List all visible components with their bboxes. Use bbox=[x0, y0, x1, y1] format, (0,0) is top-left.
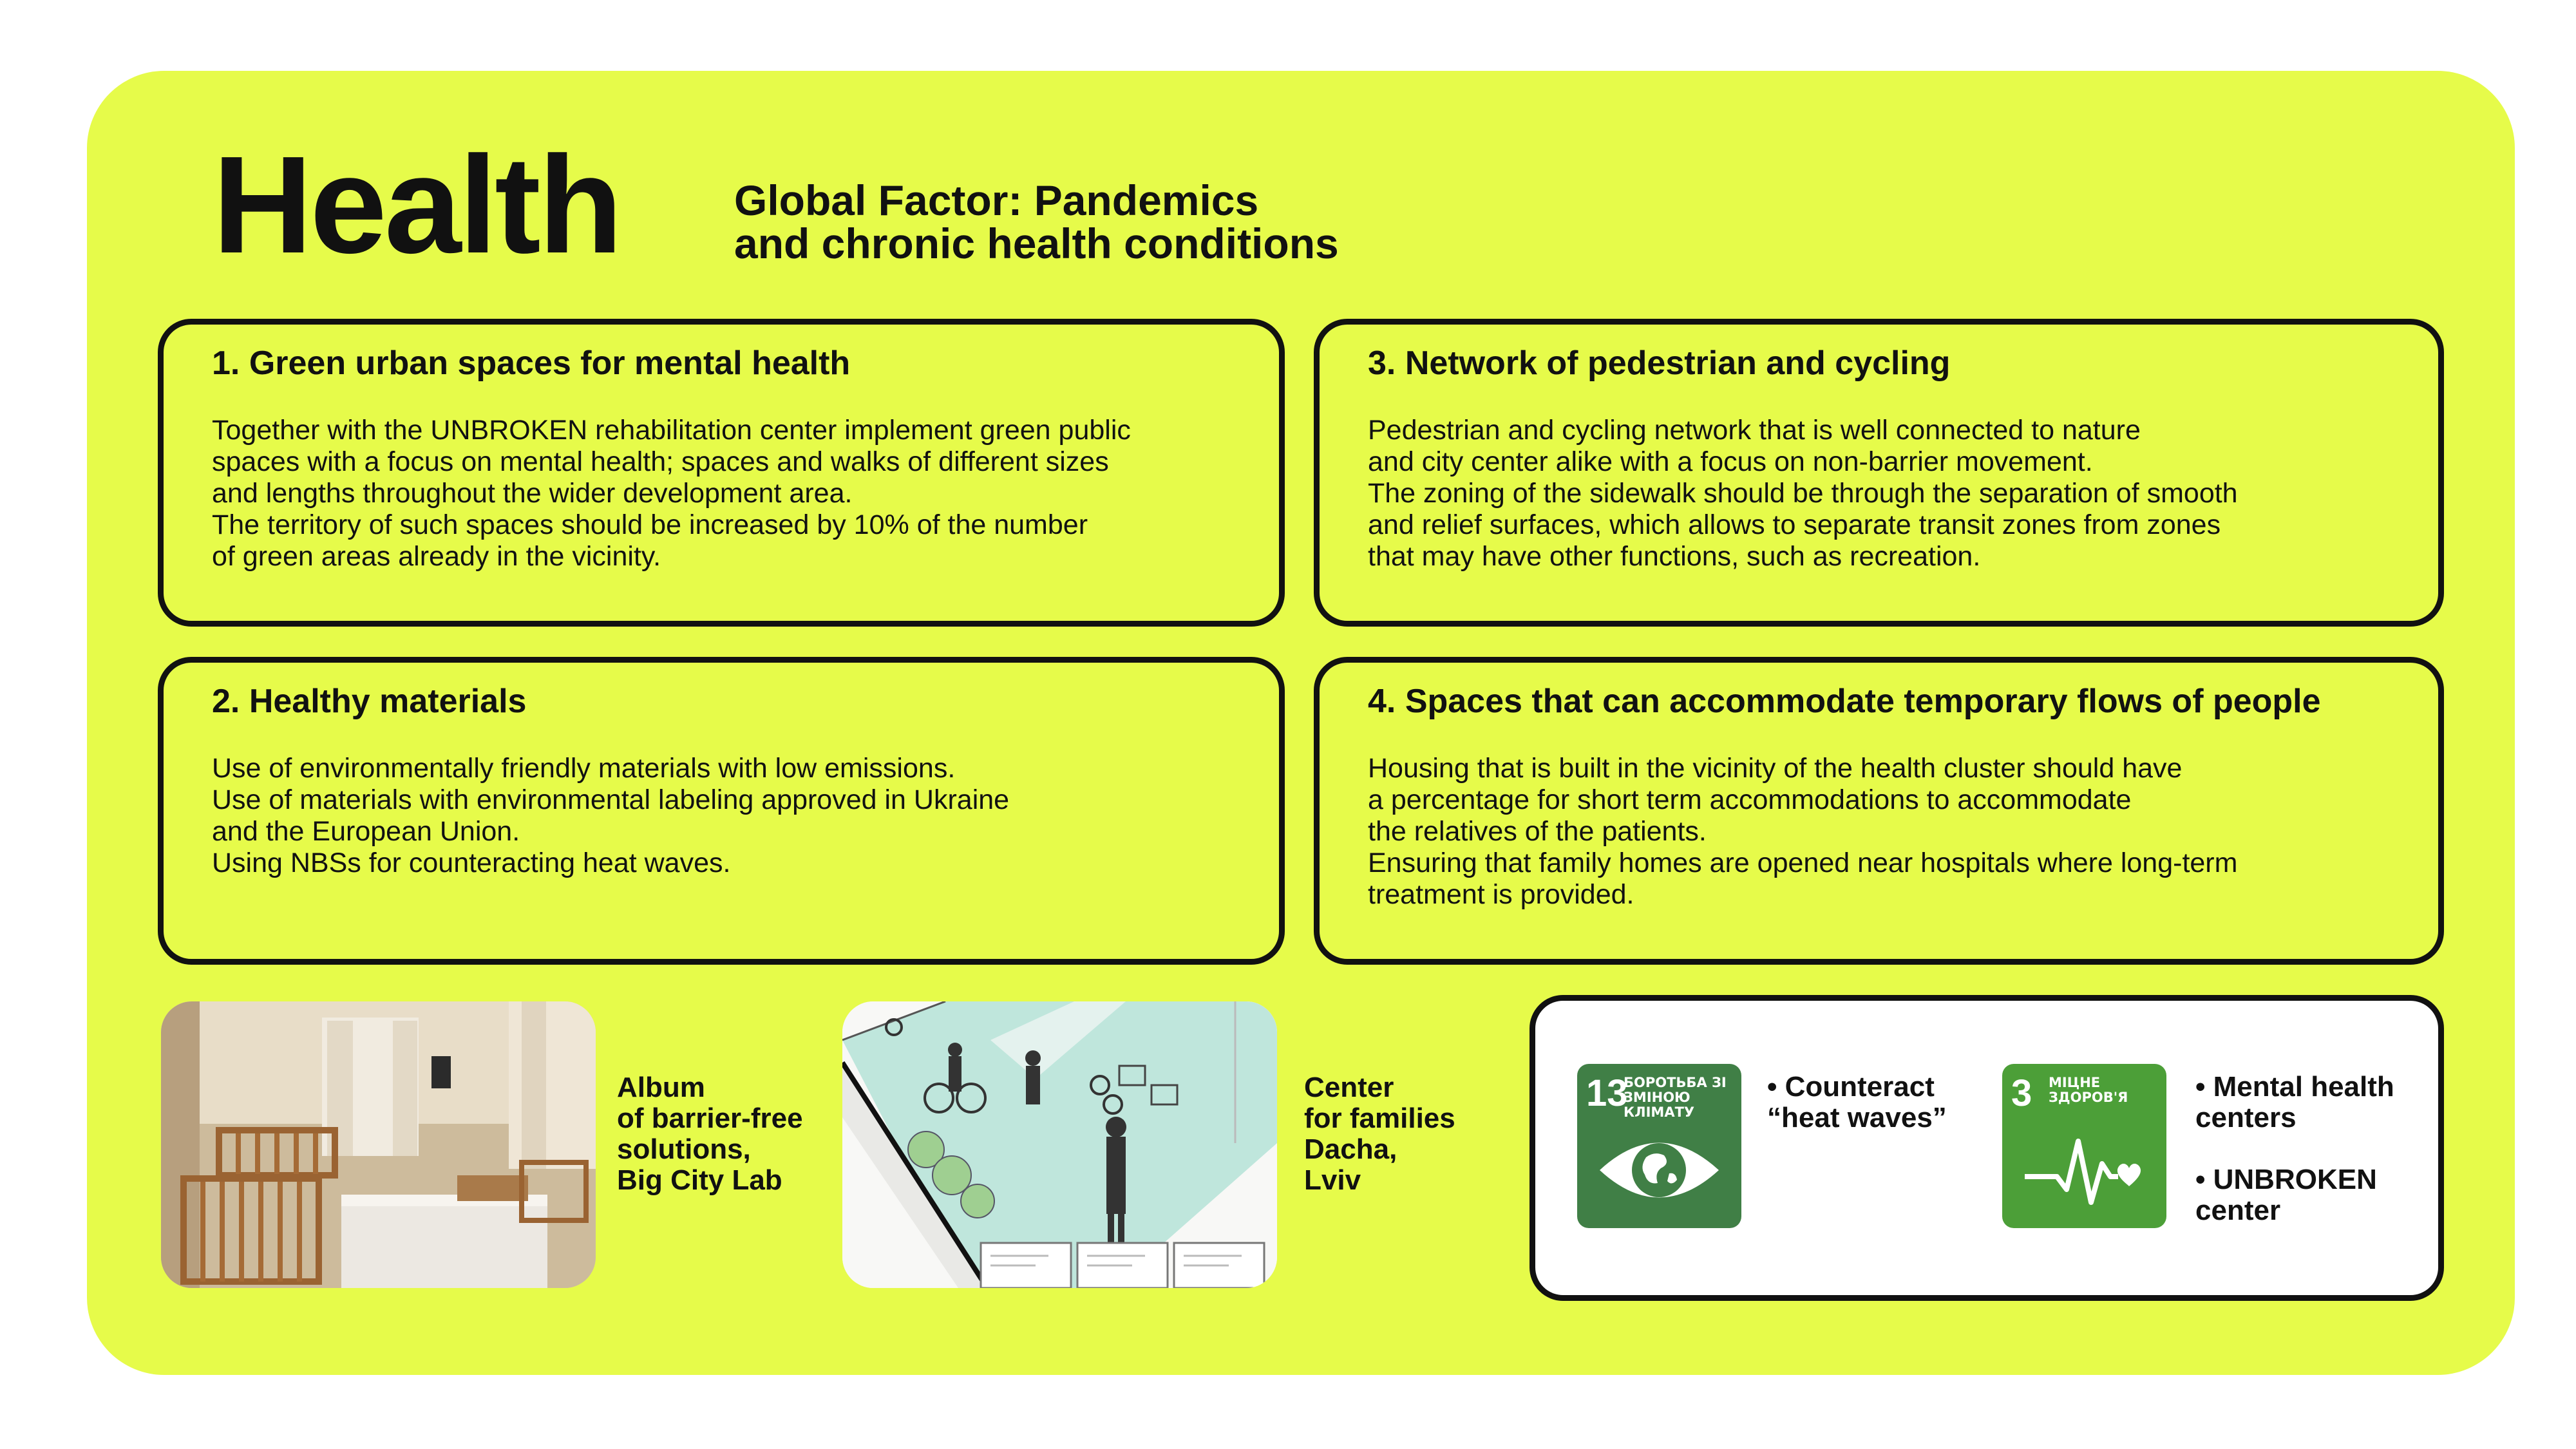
sdg-3-good-health-tile bbox=[2002, 1064, 2166, 1228]
sdg-text-line: centers bbox=[2195, 1102, 2297, 1133]
box-line: and relief surfaces, which allows to separate transit zones from zones bbox=[1368, 509, 2221, 540]
sdg-text-line: • Counteract bbox=[1767, 1071, 1935, 1103]
interior-room-illustration bbox=[161, 1001, 596, 1288]
box-title: 1. Green urban spaces for mental health bbox=[212, 345, 851, 382]
box-title: 4. Spaces that can accommodate temporary flows of people bbox=[1368, 683, 2321, 720]
subtitle-line: and chronic health conditions bbox=[734, 220, 1339, 268]
box-line: that may have other functions, such as recreation. bbox=[1368, 541, 1981, 572]
street-sketch-illustration bbox=[842, 1001, 1277, 1288]
box-body bbox=[1368, 415, 2412, 573]
box-line: Use of materials with environmental labeling approved in Ukraine bbox=[212, 784, 1010, 815]
sdg-label-line: ЗМІНОЮ КЛІМАТУ bbox=[1624, 1090, 1695, 1120]
caption-line: Album bbox=[617, 1072, 705, 1103]
caption-barrier-free-album bbox=[617, 1072, 803, 1196]
box-temporary-flows bbox=[1314, 657, 2444, 965]
box-line: The territory of such spaces should be increased by 10% of the number bbox=[212, 509, 1088, 540]
caption-line: solutions, bbox=[617, 1133, 751, 1165]
box-line: The zoning of the sidewalk should be through the separation of smooth bbox=[1368, 478, 2238, 509]
box-pedestrian-cycling-network bbox=[1314, 319, 2444, 627]
page-subtitle bbox=[734, 176, 1636, 268]
sdg-text-line: “heat waves” bbox=[1767, 1102, 1947, 1133]
heartbeat-icon bbox=[2022, 1128, 2150, 1212]
sdg-text-line: center bbox=[2195, 1195, 2281, 1226]
sdg-13-text bbox=[1767, 1072, 1947, 1133]
caption-line: for families bbox=[1304, 1103, 1455, 1134]
box-title: 3. Network of pedestrian and cycling bbox=[1368, 345, 1951, 382]
box-line: the relatives of the patients. bbox=[1368, 816, 1707, 847]
box-line: and lengths throughout the wider development area. bbox=[212, 478, 853, 509]
photo-street-sketch bbox=[842, 1001, 1277, 1288]
box-line: Using NBSs for counteracting heat waves. bbox=[212, 848, 731, 878]
sdg-3-text bbox=[2195, 1072, 2394, 1226]
box-body bbox=[212, 415, 1253, 573]
box-line: Together with the UNBROKEN rehabilitation center implement green public bbox=[212, 415, 1131, 446]
box-line: treatment is provided. bbox=[1368, 879, 1634, 910]
box-body bbox=[212, 753, 1253, 879]
box-line: Housing that is built in the vicinity of the health cluster should have bbox=[1368, 753, 2183, 784]
box-line: spaces with a focus on mental health; spaces and walks of different sizes bbox=[212, 446, 1109, 477]
sdg-label-line: ЗДОРОВ'Я bbox=[2049, 1090, 2128, 1105]
sdg-text-line: • Mental health bbox=[2195, 1071, 2394, 1103]
caption-line: Dacha, bbox=[1304, 1133, 1397, 1165]
subtitle-line: Global Factor: Pandemics bbox=[734, 176, 1259, 224]
sdg-label bbox=[1624, 1075, 1741, 1120]
photo-interior-room bbox=[161, 1001, 596, 1288]
sdg-number: 13 bbox=[1586, 1072, 1628, 1114]
box-title: 2. Healthy materials bbox=[212, 683, 527, 720]
box-line: Pedestrian and cycling network that is well connected to nature bbox=[1368, 415, 2141, 446]
box-line: of green areas already in the vicinity. bbox=[212, 541, 661, 572]
box-line: and the European Union. bbox=[212, 816, 520, 847]
box-line: and city center alike with a focus on non-barrier movement. bbox=[1368, 446, 2093, 477]
box-green-urban-spaces bbox=[158, 319, 1285, 627]
caption-line: of barrier-free bbox=[617, 1103, 803, 1134]
sdg-label bbox=[2049, 1075, 2128, 1105]
caption-line: Big City Lab bbox=[617, 1164, 782, 1196]
caption-line: Center bbox=[1304, 1072, 1394, 1103]
box-healthy-materials bbox=[158, 657, 1285, 965]
eye-globe-icon bbox=[1593, 1128, 1725, 1212]
sdg-goals-box bbox=[1530, 995, 2444, 1301]
box-line: Ensuring that family homes are opened near hospitals where long-term bbox=[1368, 848, 2238, 878]
sdg-13-climate-action-tile bbox=[1577, 1064, 1741, 1228]
sdg-text-line: • UNBROKEN bbox=[2195, 1164, 2377, 1195]
box-body bbox=[1368, 753, 2412, 911]
page-title: Health bbox=[213, 127, 621, 282]
caption-line: Lviv bbox=[1304, 1164, 1361, 1196]
sdg-label-line: МІЦНЕ bbox=[2049, 1075, 2101, 1090]
sdg-number: 3 bbox=[2011, 1072, 2032, 1114]
caption-center-for-families bbox=[1304, 1072, 1455, 1196]
box-line: a percentage for short term accommodations to accommodate bbox=[1368, 784, 2132, 815]
sdg-label-line: БОРОТЬБА ЗІ bbox=[1624, 1075, 1727, 1090]
box-line: Use of environmentally friendly materials with low emissions. bbox=[212, 753, 956, 784]
